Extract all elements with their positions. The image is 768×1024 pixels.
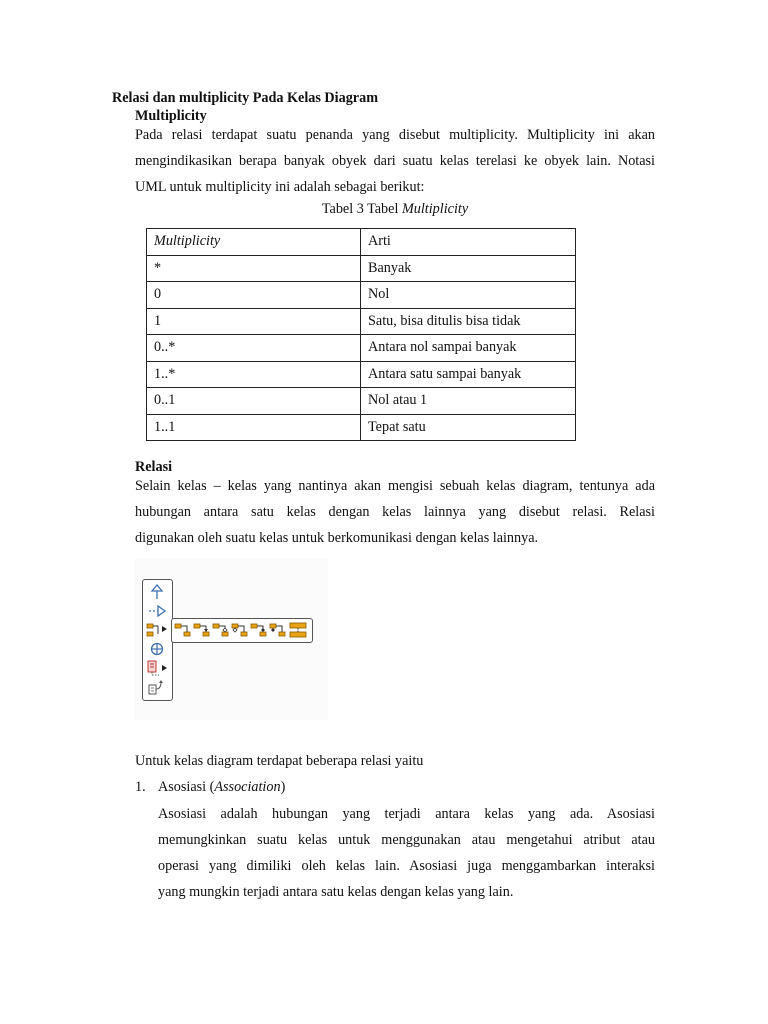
page-heading: Relasi dan multiplicity Pada Kelas Diagram bbox=[112, 90, 379, 106]
table-cell: Banyak bbox=[361, 255, 576, 282]
paragraph-line: memungkinkan suatu kelas untuk menggunakan atau mengetahui atribut atau bbox=[158, 832, 655, 848]
list-title-suffix: ) bbox=[280, 779, 286, 795]
table-cell: 1..* bbox=[147, 361, 361, 388]
table-cell: 0..1 bbox=[147, 388, 361, 415]
multiplicity-paragraph bbox=[135, 122, 655, 200]
table-cell: 0 bbox=[147, 282, 361, 309]
table-cell: Tepat satu bbox=[361, 414, 576, 441]
table-row bbox=[147, 414, 576, 441]
table-header-cell: Arti bbox=[361, 229, 576, 256]
table-cell: Nol bbox=[361, 282, 576, 309]
table-cell: Satu, bisa ditulis bisa tidak bbox=[361, 308, 576, 335]
directed-aggregation-icon[interactable] bbox=[231, 621, 249, 639]
relasi-title: Relasi bbox=[135, 459, 173, 475]
containment-icon[interactable] bbox=[148, 640, 166, 658]
table-cell: Antara nol sampai banyak bbox=[361, 335, 576, 362]
paragraph-line: Selain kelas – kelas yang nantinya akan mengisi sebuah kelas diagram, tentunya ada bbox=[135, 478, 655, 494]
expand-arrow-icon[interactable] bbox=[161, 624, 169, 634]
table-row bbox=[147, 335, 576, 362]
note-attachment-icon[interactable] bbox=[148, 678, 166, 696]
aggregation-icon[interactable] bbox=[212, 621, 230, 639]
relasi-paragraph bbox=[135, 473, 655, 551]
paragraph-line: UML untuk multiplicity ini adalah sebagai berikut: bbox=[135, 179, 425, 195]
relations-intro: Untuk kelas diagram terdapat beberapa relasi yaitu bbox=[135, 753, 424, 769]
table-row bbox=[147, 308, 576, 335]
association-icon[interactable] bbox=[174, 621, 192, 639]
caption-prefix: Tabel 3 Tabel bbox=[321, 201, 402, 217]
paragraph-line: operasi yang dimiliki oleh kelas lain. Asosiasi juga menggambarkan interaksi bbox=[158, 858, 655, 874]
table-row bbox=[147, 282, 576, 309]
table-cell: 1..1 bbox=[147, 414, 361, 441]
realization-icon[interactable] bbox=[148, 602, 166, 620]
table-cell: Antara satu sampai banyak bbox=[361, 361, 576, 388]
paragraph-line: digunakan oleh suatu kelas untuk berkomunikasi dengan kelas lainnya. bbox=[135, 530, 539, 546]
list-title-prefix: Asosiasi ( bbox=[158, 779, 215, 795]
directed-composition-icon[interactable] bbox=[269, 621, 287, 639]
list-title-italic: Association bbox=[214, 779, 281, 795]
directed-association-icon[interactable] bbox=[193, 621, 211, 639]
table-cell: 1 bbox=[147, 308, 361, 335]
asosiasi-paragraph bbox=[158, 801, 655, 905]
table-cell: * bbox=[147, 255, 361, 282]
generalization-icon[interactable] bbox=[148, 583, 166, 601]
paragraph-line: hubungan antara satu kelas dengan kelas lainnya yang disebut relasi. Relasi bbox=[135, 504, 655, 520]
paragraph-line: Pada relasi terdapat suatu penanda yang disebut multiplicity. Multiplicity ini akan bbox=[135, 127, 655, 143]
expand-arrow-icon[interactable] bbox=[161, 663, 169, 673]
table-cell: Nol atau 1 bbox=[361, 388, 576, 415]
paragraph-line: Asosiasi adalah hubungan yang terjadi antara kelas yang ada. Asosiasi bbox=[158, 806, 655, 822]
paragraph-line: mengindikasikan berapa banyak obyek dari suatu kelas terelasi ke obyek lain. Notasi bbox=[135, 153, 655, 169]
palette-horizontal-toolbar bbox=[171, 618, 313, 643]
list-item-title bbox=[158, 779, 285, 796]
list-number: 1. bbox=[135, 779, 146, 795]
table-row bbox=[147, 388, 576, 415]
table-caption bbox=[135, 201, 655, 218]
paragraph-line: yang mungkin terjadi antara satu kelas dengan kelas yang lain. bbox=[158, 884, 514, 900]
association-class-icon[interactable] bbox=[289, 621, 307, 639]
table-header-cell: Multiplicity bbox=[147, 229, 361, 256]
palette-vertical-toolbar bbox=[142, 579, 173, 701]
table-cell: 0..* bbox=[147, 335, 361, 362]
multiplicity-title: Multiplicity bbox=[135, 108, 207, 124]
multiplicity-table bbox=[146, 228, 576, 441]
caption-italic: Multiplicity bbox=[401, 201, 469, 217]
table-row bbox=[147, 255, 576, 282]
table-row bbox=[147, 361, 576, 388]
composition-icon[interactable] bbox=[250, 621, 268, 639]
table-header-row bbox=[147, 229, 576, 256]
